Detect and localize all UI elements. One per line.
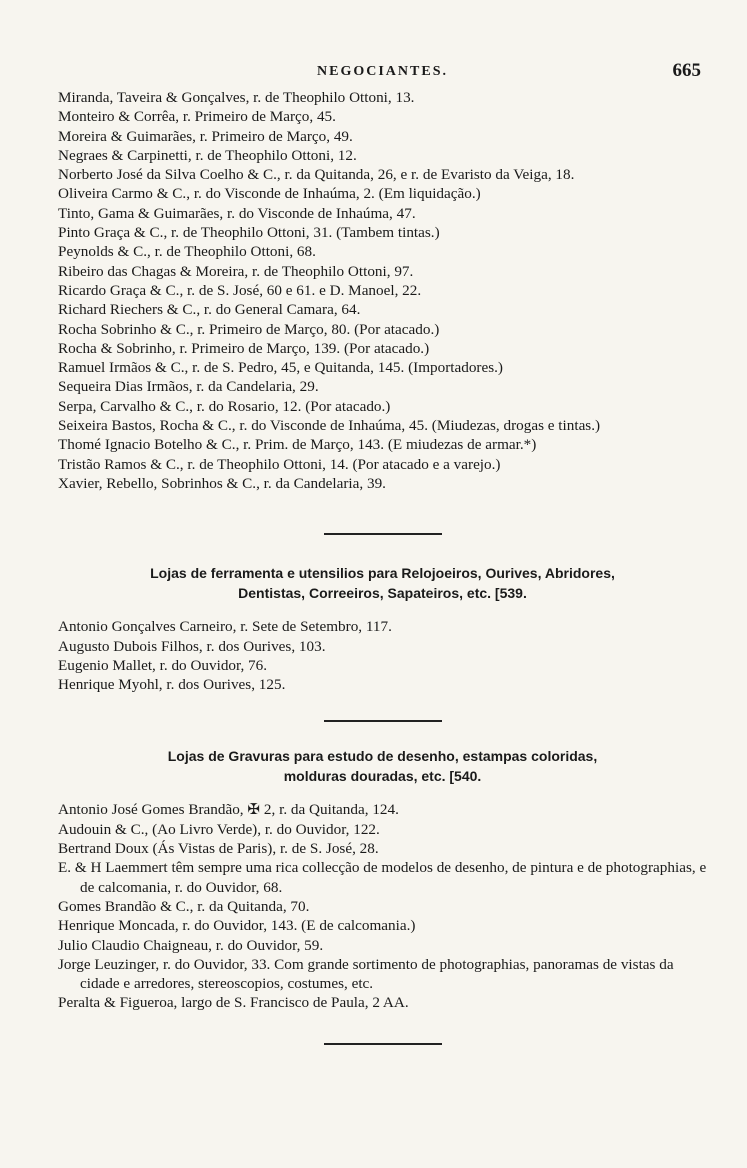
section-divider — [324, 1043, 442, 1045]
section-engravings — [58, 746, 707, 1012]
list-item: Sequeira Dias Irmãos, r. da Candelaria, 29. — [58, 378, 319, 396]
list-item: Negraes & Carpinetti, r. de Theophilo Ottoni, 12. — [58, 146, 357, 164]
merchant-list — [58, 88, 707, 493]
list-item: Ramuel Irmãos & C., r. de S. Pedro, 45, e Quitanda, 145. (Importadores.) — [58, 359, 503, 377]
list-item: Rocha Sobrinho & C., r. Primeiro de Março, 80. (Por atacado.) — [58, 320, 440, 338]
list-item: Monteiro & Corrêa, r. Primeiro de Março, 45. — [58, 108, 336, 126]
list-item: Peynolds & C., r. de Theophilo Ottoni, 68. — [58, 243, 316, 261]
list-item: Rocha & Sobrinho, r. Primeiro de Março, 139. (Por atacado.) — [58, 339, 430, 357]
section-tools — [58, 563, 707, 694]
list-item: Seixeira Bastos, Rocha & C., r. do Visconde de Inhaúma, 45. (Miudezas, drogas e tintas.) — [58, 417, 601, 435]
list-item: Gomes Brandão & C., r. da Quitanda, 70. — [58, 897, 310, 915]
list-item: Augusto Dubois Filhos, r. dos Ourives, 103. — [58, 637, 326, 655]
list-item: Peralta & Figueroa, largo de S. Francisco de Paula, 2 AA. — [58, 994, 409, 1012]
page-number: 665 — [672, 60, 701, 81]
engravings-list — [58, 800, 707, 1012]
list-item: E. & H Laemmert têm sempre uma rica collecção de modelos de desenho, de pintura e de photographias, e de calcomania, r. do Ouvidor, 68. — [58, 859, 707, 896]
running-title: NEGOCIANTES. — [317, 64, 448, 79]
section-divider — [324, 533, 442, 535]
section-heading: Lojas de ferramenta e utensilios para Relojoeiros, Ourives, Abridores, — [150, 565, 615, 582]
list-item: Serpa, Carvalho & C., r. do Rosario, 12. (Por atacado.) — [58, 397, 391, 415]
list-item: Norberto José da Silva Coelho & C., r. da Quitanda, 26, e r. de Evaristo da Veiga, 18. — [58, 166, 575, 184]
section-divider — [324, 720, 442, 722]
list-item: Richard Riechers & C., r. do General Camara, 64. — [58, 301, 361, 319]
list-item: Xavier, Rebello, Sobrinhos & C., r. da Candelaria, 39. — [58, 474, 386, 492]
section-heading: molduras douradas, etc. [540. — [283, 768, 482, 785]
list-item: Oliveira Carmo & C., r. do Visconde de Inhaúma, 2. (Em liquidação.) — [58, 185, 481, 203]
list-item: Ribeiro das Chagas & Moreira, r. de Theophilo Ottoni, 97. — [58, 262, 414, 280]
list-item: Audouin & C., (Ao Livro Verde), r. do Ouvidor, 122. — [58, 820, 380, 838]
list-item: Pinto Graça & C., r. de Theophilo Ottoni, 31. (Tambem tintas.) — [58, 224, 440, 242]
list-item: Moreira & Guimarães, r. Primeiro de Março, 49. — [58, 127, 353, 145]
list-item: Thomé Ignacio Botelho & C., r. Prim. de Março, 143. (E miudezas de armar.*) — [58, 436, 537, 454]
tools-list — [58, 617, 707, 694]
list-item: Ricardo Graça & C., r. de S. José, 60 e 61. e D. Manoel, 22. — [58, 281, 422, 299]
list-item: Eugenio Mallet, r. do Ouvidor, 76. — [58, 656, 268, 674]
section-heading: Lojas de Gravuras para estudo de desenho, estampas coloridas, — [167, 748, 598, 765]
list-item: Tinto, Gama & Guimarães, r. do Visconde de Inhaúma, 47. — [58, 204, 416, 222]
list-item: Henrique Moncada, r. do Ouvidor, 143. (E de calcomania.) — [58, 917, 416, 935]
list-item: Jorge Leuzinger, r. do Ouvidor, 33. Com grande sortimento de photographias, panoramas de vistas da cidade e arredores, stereoscopios, costumes, etc. — [58, 955, 674, 993]
list-item: Antonio Gonçalves Carneiro, r. Sete de Setembro, 117. — [58, 618, 392, 636]
section-heading: Dentistas, Correeiros, Sapateiros, etc. [539. — [238, 585, 527, 602]
list-item: Tristão Ramos & C., r. de Theophilo Ottoni, 14. (Por atacado e a varejo.) — [58, 455, 501, 473]
list-item: Miranda, Taveira & Gonçalves, r. de Theophilo Ottoni, 13. — [58, 89, 415, 106]
list-item: Julio Claudio Chaigneau, r. do Ouvidor, 59. — [58, 936, 324, 954]
list-item: Henrique Myohl, r. dos Ourives, 125. — [58, 676, 286, 694]
list-item: Antonio José Gomes Brandão, ✠ 2, r. da Quitanda, 124. — [58, 801, 399, 819]
list-item: Bertrand Doux (Ás Vistas de Paris), r. de S. José, 28. — [58, 840, 379, 858]
page-header — [58, 60, 707, 86]
